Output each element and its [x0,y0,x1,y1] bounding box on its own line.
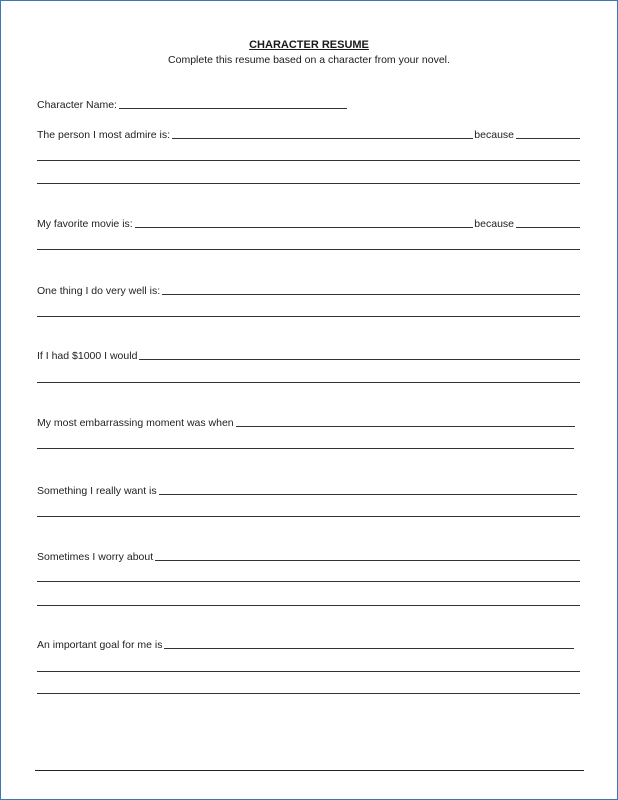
want-line-1[interactable] [37,516,580,517]
well-line-1[interactable] [37,316,580,317]
worry-line-1[interactable] [37,581,580,582]
admire-line-1[interactable] [37,160,580,161]
movie-label: My favorite movie is: [37,218,133,230]
embarrassing-blank[interactable] [236,416,575,427]
well-row [37,283,580,297]
want-blank[interactable] [159,484,577,495]
money-blank[interactable] [139,349,580,360]
movie-row [37,216,580,230]
money-line-1[interactable] [37,382,580,383]
movie-because-label: because [474,218,514,230]
goal-line-1[interactable] [37,671,580,672]
movie-blank[interactable] [135,217,474,228]
movie-because-blank[interactable] [516,217,580,228]
want-row [37,483,577,497]
worry-blank[interactable] [155,550,580,561]
admire-row [37,127,580,141]
goal-line-2[interactable] [37,693,580,694]
goal-label: An important goal for me is [37,639,163,651]
character-name-blank[interactable] [119,98,347,109]
bottom-rule [35,770,584,771]
admire-label: The person I most admire is: [37,129,171,141]
embarrassing-row [37,415,575,429]
worry-line-2[interactable] [37,605,580,606]
well-label: One thing I do very well is: [37,285,161,297]
admire-because-blank[interactable] [516,128,580,139]
goal-row [37,637,574,651]
want-label: Something I really want is [37,485,157,497]
embarrassing-line-1[interactable] [37,448,574,449]
money-label: If I had $1000 I would [37,350,138,362]
page-title: CHARACTER RESUME [249,39,369,51]
embarrassing-label: My most embarrassing moment was when [37,417,234,429]
admire-because-label: because [474,129,514,141]
admire-line-2[interactable] [37,183,580,184]
character-name-row [37,97,580,111]
movie-line-1[interactable] [37,249,580,250]
goal-blank[interactable] [164,638,574,649]
well-blank[interactable] [162,284,580,295]
money-row [37,348,580,362]
admire-blank[interactable] [172,128,473,139]
character-name-label: Character Name: [37,99,117,111]
page-subtitle: Complete this resume based on a character from your novel. [168,54,450,66]
worry-label: Sometimes I worry about [37,551,154,563]
worry-row [37,549,580,563]
